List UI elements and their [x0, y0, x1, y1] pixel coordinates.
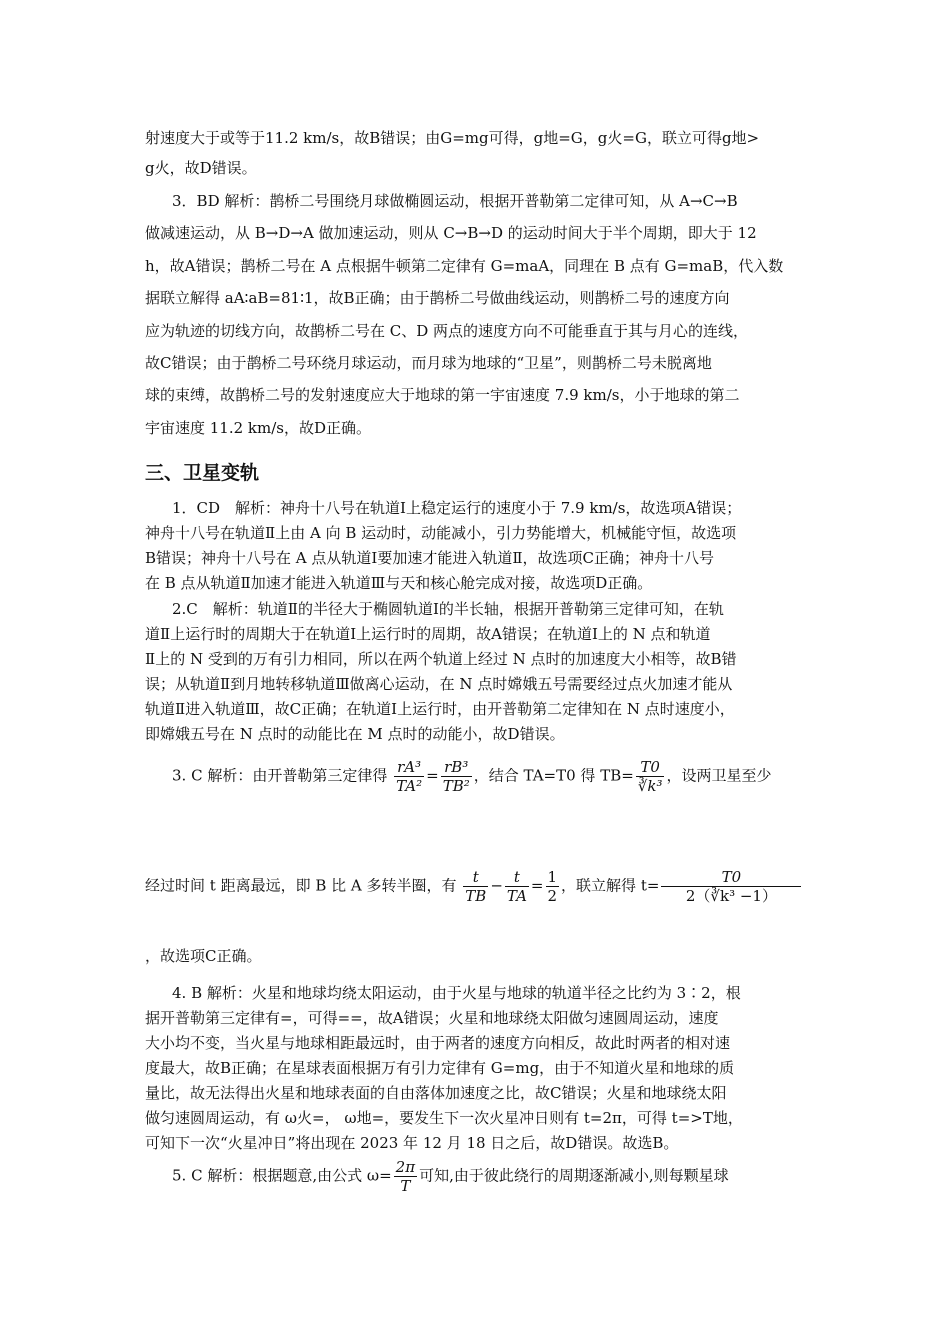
text-line: B错误；神舟十八号在 A 点从轨道Ⅰ要加速才能进入轨道Ⅱ，故选项C正确；神舟十八号: [145, 549, 714, 567]
denominator: TA: [506, 887, 527, 905]
fraction: [661, 868, 801, 905]
fraction: [394, 758, 424, 795]
numerator: T0: [661, 868, 801, 887]
text-line: 即嫦娥五号在 N 点时的动能比在 M 点时的动能小，故D错误。: [145, 725, 565, 743]
numerator: t: [463, 868, 488, 887]
text-line: 可知下一次“火星冲日”将出现在 2023 年 12 月 18 日之后，故D错误。故选B。: [145, 1134, 679, 1152]
numerator: t: [505, 868, 529, 887]
fraction: [546, 868, 560, 905]
fraction: [394, 1158, 417, 1195]
text-segment: 经过时间 t 距离最远，即 B 比 A 多转半圈，有: [145, 876, 457, 895]
text-line: Ⅱ上的 N 受到的万有引力相同，所以在两个轨道上经过 N 点时的加速度大小相等，故B错: [145, 650, 737, 668]
text-line: ，故选项C正确。: [145, 947, 262, 965]
text-line: 故C错误；由于鹊桥二号环绕月球运动，而月球为地球的“卫星”，则鹊桥二号未脱离地: [145, 354, 712, 372]
text-segment: ，设两卫星至少: [666, 766, 772, 785]
numerator: 2π: [395, 1158, 416, 1176]
numerator: 1: [547, 868, 558, 886]
text-line: h，故A错误；鹊桥二号在 A 点根据牛顿第二定律有 G=maA，同理在 B 点有 G=maB，代入数: [145, 257, 784, 275]
text-segment: 可知,由于彼此绕行的周期逐渐减小,则每颗星球: [419, 1166, 729, 1185]
text-line: 道Ⅱ上运行时的周期大于在轨道Ⅰ上运行时的周期，故A错误；在轨道Ⅰ上的 N 点和轨道: [145, 625, 711, 643]
formula-line: [145, 868, 803, 905]
text-line: 做减速运动，从 B→D→A 做加速运动，则从 C→B→D 的运动时间大于半个周期，即大于 12: [145, 224, 757, 242]
fraction: [636, 758, 665, 795]
fraction: [463, 868, 488, 905]
equals-sign: =: [426, 766, 439, 785]
equals-sign: =: [530, 876, 544, 895]
formula-line: [172, 1158, 729, 1195]
formula-line: [172, 758, 772, 795]
numerator: T0: [636, 758, 665, 777]
text-line: 球的束缚，故鹊桥二号的发射速度应大于地球的第一宇宙速度 7.9 km/s，小于地球的第二: [145, 386, 740, 404]
text-line: g火，故D错误。: [145, 159, 257, 177]
text-segment: 5. C 解析：根据题意,由公式 ω=: [172, 1166, 392, 1185]
numerator: rA³: [394, 758, 424, 777]
text-line: 轨道Ⅱ进入轨道Ⅲ，故C正确；在轨道Ⅰ上运行时，由开普勒第二定律知在 N 点时速度小，: [145, 700, 735, 718]
text-segment: 3. C 解析：由开普勒第三定律得: [172, 766, 388, 785]
text-line: 在 B 点从轨道Ⅱ加速才能进入轨道Ⅲ与天和核心舱完成对接，故选项D正确。: [145, 574, 653, 592]
denominator: 2: [547, 887, 558, 905]
text-segment: ，联立解得 t=: [561, 876, 660, 895]
text-line: 据联立解得 aA∶aB=81∶1，故B正确；由于鹊桥二号做曲线运动，则鹊桥二号的速度方向: [145, 289, 730, 307]
text-line: 神舟十八号在轨道Ⅱ上由 A 向 B 运动时，动能减小，引力势能增大，机械能守恒，故选项: [145, 524, 737, 542]
text-line: 4. B 解析：火星和地球均绕太阳运动，由于火星与地球的轨道半径之比约为 3∶2，根: [172, 984, 741, 1002]
denominator: ∛k³: [637, 777, 663, 795]
text-line: 射速度大于或等于11.2 km/s，故B错误；由G=mg可得，g地=G，g火=G，联立可得g地>: [145, 129, 760, 147]
text-line: 误；从轨道Ⅱ到月地转移轨道Ⅲ做离心运动，在 N 点时嫦娥五号需要经过点火加速才能从: [145, 675, 733, 693]
text-line: 应为轨迹的切线方向，故鹊桥二号在 C、D 两点的速度方向不可能垂直于其与月心的连线，: [145, 322, 749, 340]
denominator: TA²: [396, 777, 423, 795]
fraction: [505, 868, 529, 905]
text-segment: ，结合 TA=T0 得 TB=: [473, 766, 634, 785]
denominator: T: [400, 1177, 411, 1195]
denominator: 2（∛k³ −1）: [685, 887, 777, 905]
numerator: rB³: [441, 758, 472, 777]
fraction: [441, 758, 472, 795]
text-line: 2.C 解析：轨道Ⅱ的半径大于椭圆轨道Ⅰ的半长轴，根据开普勒第三定律可知，在轨: [172, 600, 724, 618]
minus-sign: −: [490, 876, 503, 895]
denominator: TB²: [442, 777, 470, 795]
text-line: 据开普勒第三定律有=，可得==，故A错误；火星和地球绕太阳做匀速圆周运动，速度: [145, 1009, 719, 1027]
section-heading: 三、卫星变轨: [145, 462, 260, 484]
text-line: 大小均不变，当火星与地球相距最远时，由于两者的速度方向相反，故此时两者的相对速: [145, 1034, 731, 1052]
text-line: 宇宙速度 11.2 km/s，故D正确。: [145, 419, 372, 437]
text-line: 3．BD 解析：鹊桥二号围绕月球做椭圆运动，根据开普勒第二定律可知，从 A→C→B: [172, 192, 738, 210]
text-line: 度最大，故B正确；在星球表面根据万有引力定律有 G=mg，由于不知道火星和地球的质: [145, 1059, 735, 1077]
denominator: TB: [465, 887, 487, 905]
text-line: 1．CD 解析：神舟十八号在轨道Ⅰ上稳定运行的速度小于 7.9 km/s，故选项A错误；: [172, 499, 742, 517]
text-line: 量比，故无法得出火星和地球表面的自由落体加速度之比，故C错误；火星和地球绕太阳: [145, 1084, 727, 1102]
text-line: 做匀速圆周运动，有 ω火=， ω地=，要发生下一次火星冲日则有 t=2π，可得 t=>T地，: [145, 1109, 743, 1127]
